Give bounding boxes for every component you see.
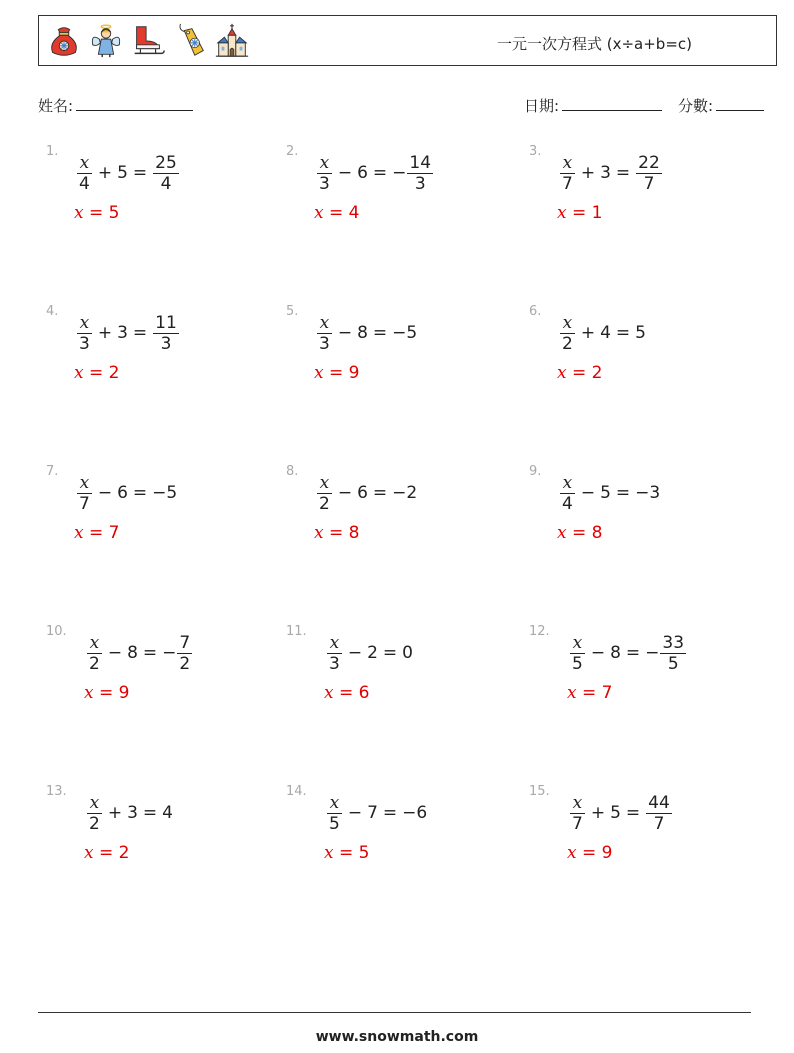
problem-equation xyxy=(316,465,417,521)
problem-equation xyxy=(559,145,663,201)
lhs-fraction-denominator: 4 xyxy=(79,173,90,194)
constant-b: 5 xyxy=(610,803,621,823)
problem-equation xyxy=(326,785,427,841)
rhs-fraction xyxy=(153,313,179,354)
answer-equals: = xyxy=(566,523,592,543)
header-icons xyxy=(45,22,251,60)
constant-b: 5 xyxy=(600,483,611,503)
rhs-value: 4 xyxy=(162,803,173,823)
rhs-fraction-numerator: 7 xyxy=(179,632,191,653)
church-icon xyxy=(213,22,251,60)
operator: − xyxy=(97,483,113,503)
constant-b: 3 xyxy=(117,323,128,343)
answer-value: 2 xyxy=(108,363,120,383)
rhs-value: −5 xyxy=(152,483,178,503)
worksheet-header xyxy=(38,15,777,66)
problem-equation xyxy=(316,145,434,201)
answer-equals: = xyxy=(333,843,359,863)
rhs-fraction-numerator: 14 xyxy=(409,152,432,173)
rhs-fraction xyxy=(660,633,686,674)
rhs-sign: − xyxy=(645,643,660,663)
lhs-fraction-denominator: 2 xyxy=(89,653,100,674)
date-field[interactable] xyxy=(524,95,662,116)
constant-b: 8 xyxy=(357,323,368,343)
equals-sign: = xyxy=(625,643,641,663)
lhs-fraction-numerator: x xyxy=(79,312,90,333)
rhs-fraction xyxy=(636,153,662,194)
answer-equals: = xyxy=(576,683,602,703)
answer xyxy=(84,843,129,863)
footer-site: www.snowmath.com xyxy=(315,1029,479,1045)
lhs-fraction-denominator: 4 xyxy=(562,493,573,514)
rhs-fraction-denominator: 3 xyxy=(414,173,426,194)
rhs-fraction xyxy=(646,793,672,834)
lhs-fraction xyxy=(87,633,102,674)
answer xyxy=(74,203,119,223)
answer-variable: x xyxy=(74,363,84,383)
lhs-fraction-denominator: 3 xyxy=(329,653,340,674)
answer-variable: x xyxy=(324,683,334,703)
answer xyxy=(74,523,119,543)
ice-skate-icon xyxy=(129,22,167,60)
equals-sign: = xyxy=(615,483,631,503)
rhs-value: −5 xyxy=(392,323,418,343)
lhs-fraction xyxy=(77,473,92,514)
lhs-fraction-denominator: 5 xyxy=(572,653,583,674)
operator: − xyxy=(347,803,363,823)
constant-b: 3 xyxy=(127,803,138,823)
name-label: 姓名: xyxy=(38,97,74,115)
problem-number: 7. xyxy=(46,464,59,479)
score-field[interactable] xyxy=(678,95,764,116)
answer-variable: x xyxy=(84,843,94,863)
equals-sign: = xyxy=(382,643,398,663)
answer-equals: = xyxy=(93,843,119,863)
problem-equation xyxy=(569,625,687,681)
answer xyxy=(314,523,359,543)
operator: − xyxy=(580,483,596,503)
rhs-fraction xyxy=(153,153,179,194)
problem-number: 3. xyxy=(529,144,542,159)
gift-tag-icon xyxy=(171,22,209,60)
answer-value: 2 xyxy=(118,843,130,863)
lhs-fraction-numerator: x xyxy=(79,152,90,173)
problem-equation xyxy=(86,785,173,841)
constant-b: 6 xyxy=(357,483,368,503)
constant-b: 2 xyxy=(367,643,378,663)
problem-number: 2. xyxy=(286,144,299,159)
constant-b: 8 xyxy=(127,643,138,663)
operator: − xyxy=(590,643,606,663)
rhs-sign: − xyxy=(392,163,407,183)
lhs-fraction xyxy=(560,473,575,514)
lhs-fraction-numerator: x xyxy=(89,632,100,653)
angel-icon xyxy=(87,22,125,60)
answer-value: 8 xyxy=(348,523,360,543)
answer-equals: = xyxy=(83,203,109,223)
answer-equals: = xyxy=(333,683,359,703)
answer-variable: x xyxy=(74,203,84,223)
problem-equation xyxy=(559,305,646,361)
date-label: 日期: xyxy=(524,97,560,115)
answer-value: 7 xyxy=(601,683,613,703)
lhs-fraction xyxy=(317,313,332,354)
rhs-fraction xyxy=(177,633,192,674)
equals-sign: = xyxy=(382,803,398,823)
rhs-fraction-numerator: 22 xyxy=(638,152,660,173)
rhs-fraction-numerator: 11 xyxy=(155,312,177,333)
answer xyxy=(84,683,129,703)
rhs-fraction-denominator: 2 xyxy=(179,653,191,674)
answer xyxy=(314,203,359,223)
lhs-fraction xyxy=(327,793,342,834)
score-label: 分數: xyxy=(678,97,714,115)
answer-variable: x xyxy=(314,363,324,383)
answer-value: 5 xyxy=(358,843,370,863)
operator: + xyxy=(97,323,113,343)
answer-variable: x xyxy=(557,523,567,543)
answer-value: 2 xyxy=(591,363,603,383)
answer-equals: = xyxy=(323,363,349,383)
answer-value: 8 xyxy=(591,523,603,543)
lhs-fraction-numerator: x xyxy=(319,472,330,493)
lhs-fraction-denominator: 2 xyxy=(89,813,100,834)
answer xyxy=(567,683,612,703)
problem-number: 12. xyxy=(529,624,550,639)
equals-sign: = xyxy=(372,163,388,183)
lhs-fraction-numerator: x xyxy=(319,152,330,173)
answer-equals: = xyxy=(576,843,602,863)
rhs-value: 0 xyxy=(402,643,413,663)
lhs-fraction-numerator: x xyxy=(79,472,90,493)
lhs-fraction-numerator: x xyxy=(562,472,573,493)
problem-equation xyxy=(86,625,193,681)
equals-sign: = xyxy=(132,483,148,503)
lhs-fraction xyxy=(560,153,575,194)
equals-sign: = xyxy=(132,323,148,343)
problem-number: 11. xyxy=(286,624,307,639)
answer-equals: = xyxy=(323,523,349,543)
rhs-value: −6 xyxy=(402,803,428,823)
lhs-fraction-numerator: x xyxy=(329,792,340,813)
answer-value: 4 xyxy=(348,203,360,223)
operator: − xyxy=(337,323,353,343)
answer-equals: = xyxy=(566,203,592,223)
lhs-fraction-denominator: 2 xyxy=(319,493,330,514)
answer-equals: = xyxy=(93,683,119,703)
lhs-fraction-denominator: 3 xyxy=(319,173,330,194)
equals-sign: = xyxy=(615,323,631,343)
equals-sign: = xyxy=(615,163,631,183)
lhs-fraction xyxy=(570,633,585,674)
problem-equation xyxy=(76,465,177,521)
equals-sign: = xyxy=(142,803,158,823)
answer-variable: x xyxy=(557,363,567,383)
rhs-fraction-denominator: 7 xyxy=(643,173,655,194)
operator: − xyxy=(347,643,363,663)
problem-number: 4. xyxy=(46,304,59,319)
lhs-fraction-numerator: x xyxy=(329,632,340,653)
answer-variable: x xyxy=(314,203,324,223)
operator: + xyxy=(97,163,113,183)
constant-b: 3 xyxy=(600,163,611,183)
answer-variable: x xyxy=(84,683,94,703)
answer-value: 9 xyxy=(601,843,613,863)
answer-value: 9 xyxy=(118,683,130,703)
lhs-fraction xyxy=(317,473,332,514)
constant-b: 6 xyxy=(117,483,128,503)
lhs-fraction xyxy=(560,313,575,354)
lhs-fraction-denominator: 7 xyxy=(572,813,583,834)
equals-sign: = xyxy=(132,163,148,183)
name-field[interactable] xyxy=(38,95,193,116)
operator: + xyxy=(580,323,596,343)
equals-sign: = xyxy=(625,803,641,823)
rhs-fraction-denominator: 4 xyxy=(160,173,172,194)
rhs-value: 5 xyxy=(635,323,646,343)
operator: − xyxy=(337,483,353,503)
operator: + xyxy=(107,803,123,823)
lhs-fraction-numerator: x xyxy=(572,792,583,813)
problem-number: 8. xyxy=(286,464,299,479)
answer xyxy=(557,523,602,543)
problem-number: 10. xyxy=(46,624,67,639)
worksheet-title: 一元一次方程式 (x÷a+b=c) xyxy=(496,35,692,53)
rhs-value: −3 xyxy=(635,483,661,503)
problem-number: 9. xyxy=(529,464,542,479)
constant-b: 7 xyxy=(367,803,378,823)
constant-b: 5 xyxy=(117,163,128,183)
answer-equals: = xyxy=(323,203,349,223)
problem-equation xyxy=(316,305,417,361)
problem-number: 13. xyxy=(46,784,67,799)
operator: − xyxy=(107,643,123,663)
constant-b: 4 xyxy=(600,323,611,343)
lhs-fraction-numerator: x xyxy=(562,152,573,173)
answer-equals: = xyxy=(83,363,109,383)
rhs-fraction-numerator: 44 xyxy=(648,792,670,813)
answer xyxy=(324,683,369,703)
lhs-fraction xyxy=(77,153,92,194)
answer-equals: = xyxy=(566,363,592,383)
answer xyxy=(74,363,119,383)
answer xyxy=(567,843,612,863)
rhs-fraction-numerator: 33 xyxy=(662,632,685,653)
problem-equation xyxy=(76,305,180,361)
constant-b: 6 xyxy=(357,163,368,183)
lhs-fraction-denominator: 5 xyxy=(329,813,340,834)
answer xyxy=(557,203,602,223)
lhs-fraction-denominator: 7 xyxy=(562,173,573,194)
problem-equation xyxy=(559,465,660,521)
lhs-fraction-denominator: 7 xyxy=(79,493,90,514)
lhs-fraction xyxy=(87,793,102,834)
rhs-sign: − xyxy=(162,643,177,663)
constant-b: 8 xyxy=(610,643,621,663)
lhs-fraction xyxy=(77,313,92,354)
operator: + xyxy=(580,163,596,183)
problem-equation xyxy=(569,785,673,841)
operator: + xyxy=(590,803,606,823)
problem-number: 6. xyxy=(529,304,542,319)
score-blank[interactable] xyxy=(716,95,764,111)
problem-number: 1. xyxy=(46,144,59,159)
answer-variable: x xyxy=(567,843,577,863)
rhs-value: −2 xyxy=(392,483,418,503)
lhs-fraction-denominator: 3 xyxy=(79,333,90,354)
name-blank[interactable] xyxy=(76,95,193,111)
equals-sign: = xyxy=(372,483,388,503)
rhs-fraction-denominator: 3 xyxy=(160,333,172,354)
answer xyxy=(324,843,369,863)
equals-sign: = xyxy=(142,643,158,663)
problem-number: 5. xyxy=(286,304,299,319)
problem-equation xyxy=(326,625,413,681)
date-blank[interactable] xyxy=(562,95,662,111)
lhs-fraction-denominator: 3 xyxy=(319,333,330,354)
answer-variable: x xyxy=(314,523,324,543)
lhs-fraction-numerator: x xyxy=(319,312,330,333)
lhs-fraction-numerator: x xyxy=(572,632,583,653)
answer xyxy=(314,363,359,383)
lhs-fraction xyxy=(317,153,332,194)
answer xyxy=(557,363,602,383)
answer-variable: x xyxy=(324,843,334,863)
lhs-fraction-denominator: 2 xyxy=(562,333,573,354)
answer-equals: = xyxy=(83,523,109,543)
rhs-fraction-numerator: 25 xyxy=(155,152,177,173)
problem-number: 15. xyxy=(529,784,550,799)
lhs-fraction xyxy=(570,793,585,834)
answer-value: 7 xyxy=(108,523,120,543)
problem-number: 14. xyxy=(286,784,307,799)
lhs-fraction-numerator: x xyxy=(562,312,573,333)
rhs-fraction-denominator: 7 xyxy=(653,813,665,834)
lhs-fraction xyxy=(327,633,342,674)
rhs-fraction xyxy=(407,153,433,194)
answer-value: 1 xyxy=(591,203,603,223)
answer-value: 9 xyxy=(348,363,360,383)
footer-divider xyxy=(38,1012,751,1013)
operator: − xyxy=(337,163,353,183)
rhs-fraction-denominator: 5 xyxy=(667,653,679,674)
answer-value: 5 xyxy=(108,203,120,223)
answer-variable: x xyxy=(557,203,567,223)
lhs-fraction-numerator: x xyxy=(89,792,100,813)
answer-variable: x xyxy=(74,523,84,543)
answer-value: 6 xyxy=(358,683,370,703)
equals-sign: = xyxy=(372,323,388,343)
gift-sack-icon xyxy=(45,22,83,60)
answer-variable: x xyxy=(567,683,577,703)
problem-equation xyxy=(76,145,180,201)
